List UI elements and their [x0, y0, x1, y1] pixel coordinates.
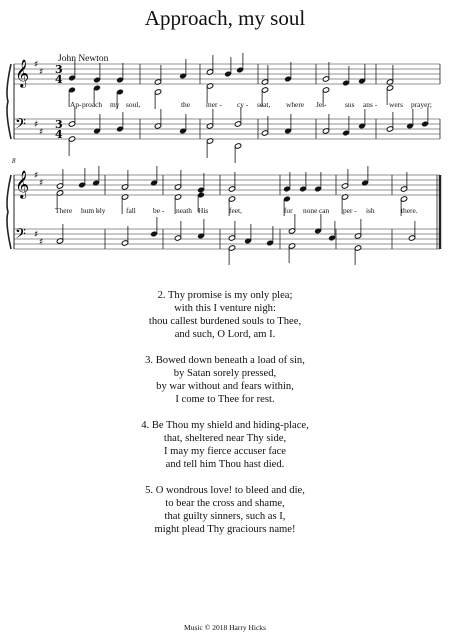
lyric-syllable: fall	[126, 206, 136, 215]
verse-line: 3. Bowed down beneath a load of sin,	[145, 355, 305, 366]
verse-line: with this I venture nigh:	[174, 303, 276, 314]
bass-clef-icon: 𝄢	[15, 116, 26, 136]
verse-line: 2. Thy promise is my only plea;	[157, 290, 293, 301]
verse-line: that guilty sinners, such as I,	[164, 511, 286, 522]
music-score	[0, 0, 450, 280]
lyric-syllable: none	[303, 206, 318, 215]
verse-line: and tell him Thou hast died.	[165, 459, 285, 470]
lyric-syllable: His	[198, 206, 209, 215]
lyric-syllable: for	[284, 206, 293, 215]
time-signature-bottom: 4	[55, 73, 63, 86]
lyric-syllable: ish	[366, 206, 375, 215]
composer-credit: John Newton	[58, 54, 109, 64]
copyright-footer: Music © 2018 Harry Hicks	[184, 623, 266, 632]
page-title: Approach, my soul	[144, 6, 306, 30]
sharp-icon: ♯	[34, 230, 39, 240]
lyric-syllable: ans -	[363, 100, 378, 109]
lyric-syllable: soul,	[126, 100, 141, 109]
verse-line: 5. O wondrous love! to bleed and die,	[145, 485, 305, 496]
verse-line: by war without and fears within,	[156, 381, 294, 392]
verse-5	[0, 484, 450, 536]
verse-3	[0, 354, 450, 406]
verse-line: 4. Be Thou my shield and hiding-place,	[141, 420, 309, 431]
lyric-syllable: sus	[345, 100, 355, 109]
sharp-icon: ♯	[34, 171, 39, 181]
brace-icon	[7, 175, 11, 249]
sharp-icon: ♯	[39, 178, 44, 189]
lyric-syllable: wers	[389, 100, 403, 109]
sharp-icon: ♯	[39, 127, 44, 138]
lyric-syllable: cy -	[237, 100, 249, 109]
lyric-syllable: bly	[96, 206, 106, 215]
lyric-syllable: Ap-	[70, 100, 82, 109]
time-signature-top: 3	[55, 118, 63, 131]
verse-line: to bear the cross and shame,	[165, 498, 285, 509]
treble-clef-icon: 𝄞	[15, 59, 30, 87]
measure-number: 8	[12, 157, 16, 165]
lyric-syllable: the	[181, 100, 191, 109]
lyric-syllable: there.	[401, 206, 418, 215]
verse-line: I may my fierce accuser face	[163, 446, 287, 457]
lyric-syllable: There	[55, 206, 73, 215]
verse-4	[0, 419, 450, 471]
lyric-syllable: seat,	[257, 100, 271, 109]
sharp-icon: ♯	[39, 67, 44, 78]
time-signature-top: 3	[55, 63, 63, 76]
verse-line: thou callest burdened souls to Thee,	[148, 316, 302, 327]
lyric-syllable: proach	[82, 100, 103, 109]
sharp-icon: ♯	[34, 60, 39, 70]
verse-line: might plead Thy graciours name!	[154, 524, 296, 535]
verse-line: that, sheltered near Thy side,	[163, 433, 287, 444]
lyric-syllable: neath	[176, 206, 193, 215]
lyric-syllable: Je -	[316, 100, 327, 109]
lyric-syllable: be -	[153, 206, 165, 215]
lyric-syllable: feet,	[229, 206, 242, 215]
sharp-icon: ♯	[39, 237, 44, 248]
verses-block	[0, 289, 450, 549]
lyric-syllable: mer -	[206, 100, 222, 109]
bass-clef-icon: 𝄢	[15, 226, 26, 246]
verse-line: and such, O Lord, am I.	[174, 329, 276, 340]
verse-line: I come to Thee for rest.	[175, 394, 275, 405]
lyric-syllable: can	[319, 206, 330, 215]
treble-clef-icon: 𝄞	[15, 170, 30, 198]
verse-line: by Satan sorely pressed,	[173, 368, 277, 379]
time-signature-bottom: 4	[55, 128, 63, 141]
brace-icon	[7, 64, 11, 139]
lyric-syllable: per -	[343, 206, 357, 215]
verse-2	[0, 289, 450, 341]
lyric-syllable: my	[110, 100, 120, 109]
lyric-syllable: hum -	[81, 206, 99, 215]
sharp-icon: ♯	[34, 120, 39, 130]
lyric-syllable: prayer;	[411, 100, 432, 109]
lyric-syllable: where	[286, 100, 305, 109]
